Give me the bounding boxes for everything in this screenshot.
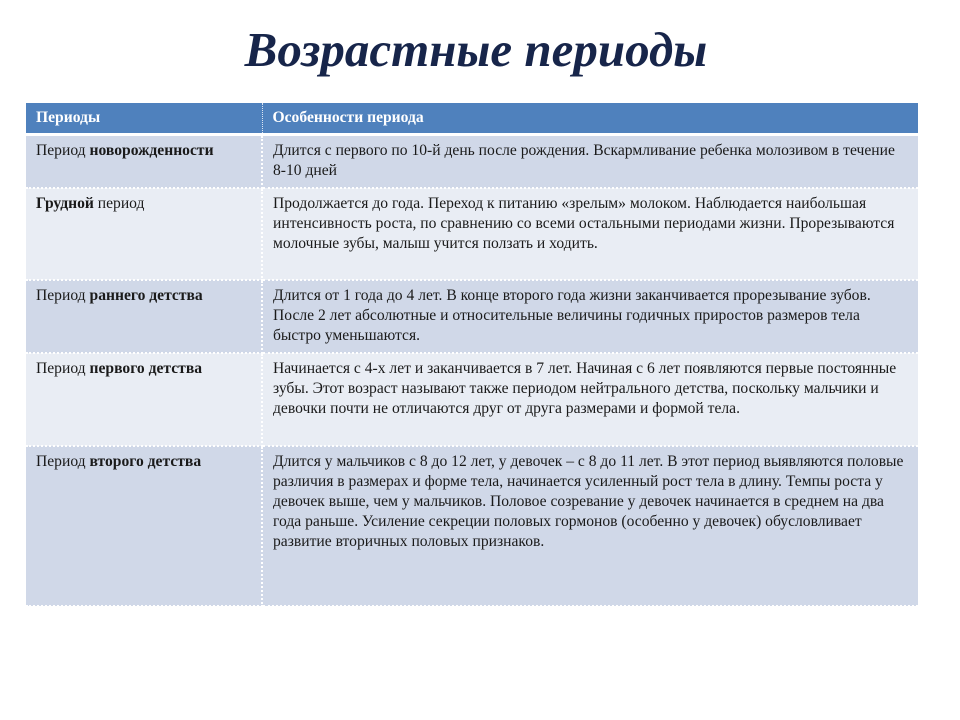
period-name-suffix: период (93, 195, 145, 212)
age-periods-table (26, 103, 918, 607)
period-name-prefix: Период (36, 360, 90, 377)
period-name-bold: второго детства (89, 453, 202, 470)
table-row (26, 188, 918, 280)
table-row (26, 353, 918, 446)
header-periods: Периоды (26, 103, 262, 135)
period-description-cell: Длится с первого по 10-й день после рождения. Вскармливание ребенка молозивом в течение 8-10 дней (262, 135, 918, 189)
period-description-cell: Продолжается до года. Переход к питанию «зрелым» молоком. Наблюдается наибольшая интенсивность роста, по сравнению со всеми остальными периодами жизни. Прорезываются молочные зубы, малыш учится ползать и ходить. (262, 188, 918, 280)
period-description-cell: Начинается с 4-х лет и заканчивается в 7 лет. Начиная с 6 лет появляются первые постоянные зубы. Этот возраст называют также периодом нейтрального детства, поскольку мальчики и девочки почти не отличаются друг от друга размерами и формой тела. (262, 353, 918, 446)
table-header-row (26, 103, 918, 135)
table-row (26, 446, 918, 606)
period-description-cell: Длится у мальчиков с 8 до 12 лет, у девочек – с 8 до 11 лет. В этот период выявляются половые различия в размерах и форме тела, начинается усиленный рост тела в длину. Темпы роста у девочек выше, чем у мальчиков. Половое созревание у девочек начинается в среднем на два года раньше. Усиление секреции половых гормонов (особенно у девочек) обусловливает развитие вторичных половых признаков. (262, 446, 918, 606)
period-name-bold: раннего детства (89, 287, 203, 304)
slide-title: Возрастные периоды (244, 22, 708, 77)
period-name-prefix: Период (36, 287, 90, 304)
table-row (26, 135, 918, 189)
period-name-cell (26, 446, 262, 606)
period-name-cell (26, 280, 262, 353)
period-name-bold: новорожденности (89, 142, 214, 159)
table-row (26, 280, 918, 353)
period-name-bold: первого детства (89, 360, 203, 377)
period-name-cell (26, 135, 262, 189)
period-name-prefix: Период (36, 142, 90, 159)
header-features: Особенности периода (262, 103, 918, 135)
period-name-bold: Грудной (36, 195, 94, 212)
period-name-cell (26, 353, 262, 446)
period-description-cell: Длится от 1 года до 4 лет. В конце второго года жизни заканчивается прорезывание зубов. После 2 лет абсолютные и относительные величины годичных приростов размеров тела быстро уменьшаются. (262, 280, 918, 353)
period-name-prefix: Период (36, 453, 90, 470)
period-name-cell (26, 188, 262, 280)
